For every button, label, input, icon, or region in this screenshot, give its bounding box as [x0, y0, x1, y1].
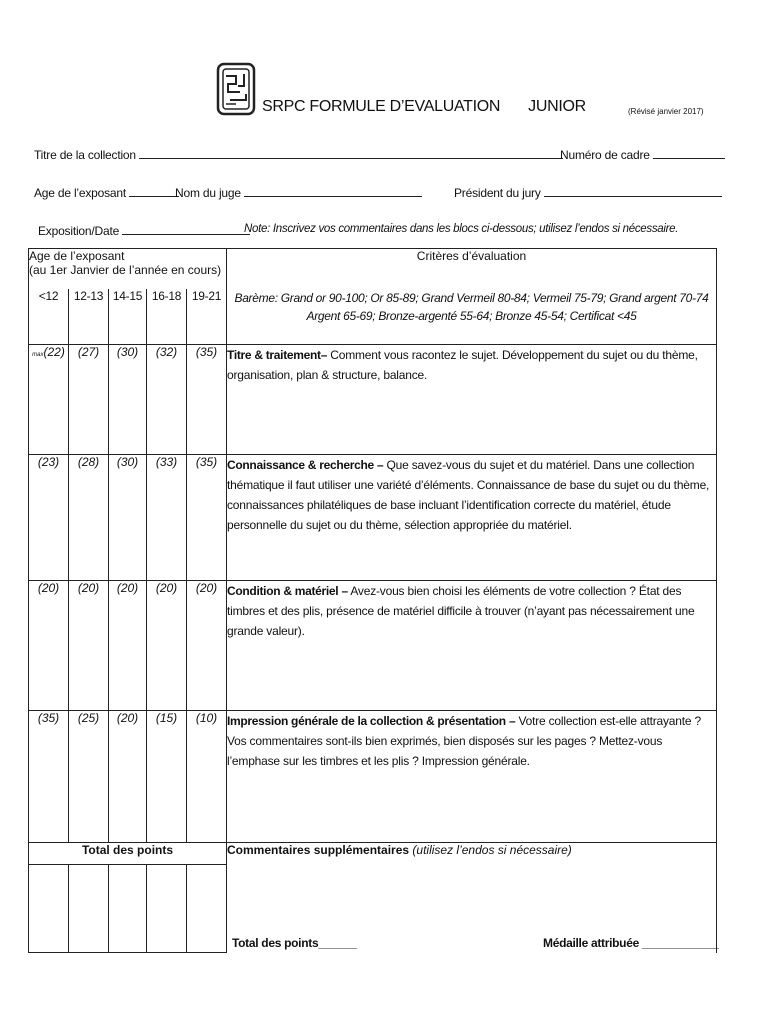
criterion-cell — [227, 581, 717, 711]
criterion-cell — [227, 455, 717, 581]
max-score-cell: (25) — [69, 711, 109, 843]
total-points-header: Total des points — [29, 843, 227, 865]
frame-number-field — [560, 147, 725, 162]
criterion-cell — [227, 711, 717, 843]
max-score-cell: (15) — [147, 711, 187, 843]
collection-title-field — [34, 147, 563, 162]
form-title-text: SRPC FORMULE D’EVALUATION — [262, 98, 501, 115]
medal-label: Médaille attribuée — [543, 936, 639, 950]
judge-name-input[interactable] — [244, 185, 422, 197]
criterion-row — [29, 711, 717, 843]
scoring-scale — [227, 289, 717, 345]
max-label: max — [32, 352, 44, 358]
age-ranges-row — [29, 289, 717, 345]
judge-name-label: Nom du juge — [175, 186, 241, 200]
exhibitor-age-label: Age de l’exposant — [34, 186, 127, 200]
max-score-value: (22) — [43, 345, 65, 359]
scoring-scale-line2: Argent 65-69; Bronze-argenté 55-64; Bronze 45-54; Certificat <45 — [306, 308, 637, 323]
criterion-separator: – — [320, 348, 328, 362]
total-score-cell[interactable] — [187, 865, 227, 953]
criterion-name: Connaissance & recherche — [227, 458, 374, 472]
max-score-cell: (20) — [109, 581, 147, 711]
total-points-field — [232, 936, 357, 950]
exhibitor-age-field — [34, 185, 179, 200]
max-score-cell: (10) — [187, 711, 227, 843]
max-score-cell: (35) — [187, 455, 227, 581]
criterion-separator: – — [341, 584, 348, 598]
frame-number-input[interactable] — [653, 147, 725, 159]
total-score-cell[interactable] — [147, 865, 187, 953]
collection-title-label: Titre de la collection — [34, 148, 136, 162]
criterion-name: Condition & matériel — [227, 584, 339, 598]
max-score-cell: (30) — [109, 345, 147, 455]
total-score-cell[interactable] — [29, 865, 69, 953]
age-range-cell: 12-13 — [69, 289, 109, 345]
age-range-cell: <12 — [29, 289, 69, 345]
criteria-title: Critères d’évaluation — [227, 249, 717, 289]
comments-hint: (utilisez l’endos si nécessaire) — [412, 843, 572, 857]
criterion-cell — [227, 345, 717, 455]
max-score-cell: (20) — [69, 581, 109, 711]
age-header — [29, 249, 227, 289]
max-score-cell: (20) — [109, 711, 147, 843]
medal-field — [543, 936, 719, 950]
revision-note: (Révisé janvier 2017) — [628, 107, 704, 116]
judge-name-field — [175, 185, 422, 200]
age-header-line2: (au 1er Janvier de l’année en cours) — [29, 263, 222, 277]
criterion-description: Que savez-vous du sujet et du matériel. Dans une collection thématique il faut utiliser une variété d’éléments. Connaissance de base du sujet ou du thème, connaissances philatéliques de base incluant l’identification correcte du matériel, étude personnelle du sujet ou du thème, sélection appropriée du matériel. — [227, 458, 710, 532]
max-score-cell: (28) — [69, 455, 109, 581]
age-range-cell: 14-15 — [109, 289, 147, 345]
criterion-separator: – — [377, 458, 384, 472]
max-score-cell: (20) — [187, 581, 227, 711]
jury-president-field — [454, 185, 722, 200]
form-title — [262, 98, 586, 116]
criterion-row — [29, 581, 717, 711]
max-score-cell: (30) — [109, 455, 147, 581]
exhibition-date-label: Exposition/Date — [38, 224, 120, 238]
max-score-cell: (20) — [29, 581, 69, 711]
max-score-cell: (33) — [147, 455, 187, 581]
total-points-input[interactable]: ______ — [318, 936, 357, 950]
total-points-label: Total des points — [232, 936, 319, 950]
scoring-scale-line1: Barème: Grand or 90-100; Or 85-89; Grand Vermeil 80-84; Vermeil 75-79; Grand argent 70-74 — [234, 290, 709, 305]
criterion-row — [29, 345, 717, 455]
totals-header-row — [29, 843, 717, 865]
max-score-cell — [29, 345, 69, 455]
exhibitor-age-input[interactable] — [129, 185, 179, 197]
exhibition-date-field — [38, 223, 250, 238]
criterion-description: Comment vous racontez le sujet. Développement du sujet ou du thème, organisation, plan & structure, balance. — [227, 348, 698, 382]
form-level: JUNIOR — [528, 98, 586, 115]
total-score-cell[interactable] — [109, 865, 147, 953]
jury-president-label: Président du jury — [454, 186, 541, 200]
age-header-line1: Age de l’exposant — [29, 249, 125, 263]
age-range-cell: 19-21 — [187, 289, 227, 345]
max-score-cell: (35) — [187, 345, 227, 455]
jury-president-input[interactable] — [544, 185, 722, 197]
max-score-cell: (20) — [147, 581, 187, 711]
criterion-name: Impression générale de la collection & présentation — [227, 714, 506, 728]
max-score-cell: (27) — [69, 345, 109, 455]
evaluation-table — [28, 248, 717, 953]
srpc-logo-icon — [216, 62, 256, 116]
criterion-description: Avez-vous bien choisi les éléments de votre collection ? État des timbres et des plis, présence de matériel difficile à trouver (n’ayant pas nécessairement une grande valeur). — [227, 584, 695, 638]
max-score-cell: (32) — [147, 345, 187, 455]
exhibition-date-input[interactable] — [122, 223, 250, 235]
comments-label: Commentaires supplémentaires — [227, 843, 410, 857]
collection-title-input[interactable] — [139, 147, 563, 159]
criterion-name: Titre & traitement — [227, 348, 321, 362]
max-score-cell: (23) — [29, 455, 69, 581]
medal-input[interactable]: ____________ — [642, 936, 719, 950]
total-score-cell[interactable] — [69, 865, 109, 953]
criterion-row — [29, 455, 717, 581]
frame-number-label: Numéro de cadre — [560, 148, 650, 162]
instructions-note: Note: Inscrivez vos commentaires dans les blocs ci-dessous; utilisez l’endos si nécessaire. — [244, 223, 679, 235]
criterion-separator: – — [508, 714, 516, 728]
max-score-cell: (35) — [29, 711, 69, 843]
table-header-row — [29, 249, 717, 289]
age-range-cell: 16-18 — [147, 289, 187, 345]
criterion-description: Votre collection est-elle attrayante ? Vos commentaires sont-ils bien exprimés, bien disposés sur les pages ? Mettez-vous l’emphase sur les timbres et les plis ? Impression générale. — [227, 714, 701, 768]
